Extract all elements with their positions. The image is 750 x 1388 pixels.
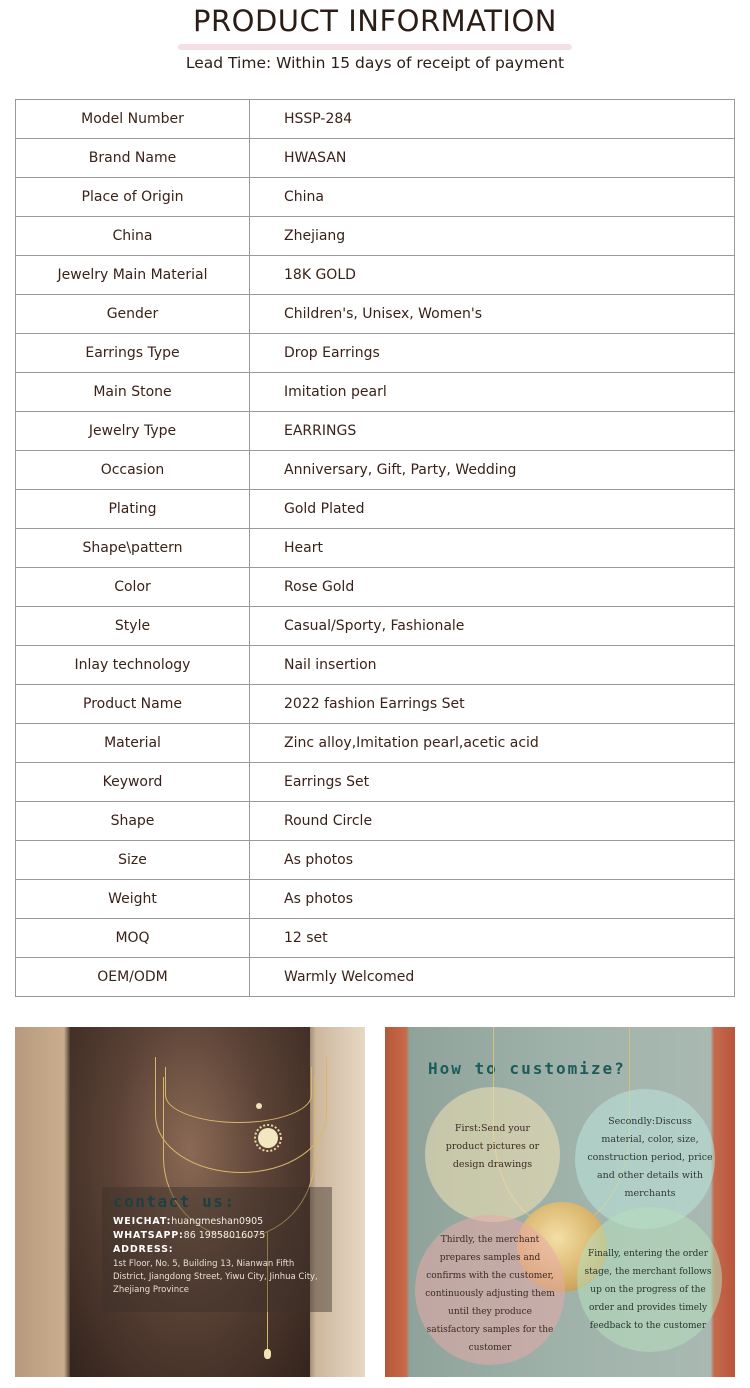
table-row (16, 880, 735, 919)
table-row (16, 529, 735, 568)
sunburst-pendant-icon (253, 1123, 283, 1153)
table-row (16, 490, 735, 529)
wechat-value: huangmeshan0905 (171, 1216, 264, 1227)
spec-label: Material (16, 724, 250, 763)
step3-text: Thirdly, the merchant prepares samples and confirms with the customer, continuously adjusting them until they produce satisfactory samples for the customer (425, 1235, 555, 1353)
spec-label: MOQ (16, 919, 250, 958)
table-row (16, 919, 735, 958)
spec-label: Shape\pattern (16, 529, 250, 568)
spec-label: Style (16, 607, 250, 646)
spec-value: Drop Earrings (250, 334, 735, 373)
table-row (16, 841, 735, 880)
spec-label: Jewelry Main Material (16, 256, 250, 295)
address-value: 1st Floor, No. 5, Building 13, Nianwan Fifth District, Jiangdong Street, Yiwu City, Jinhua City, Zhejiang Province (113, 1259, 318, 1295)
spec-label: Plating (16, 490, 250, 529)
spec-label: Inlay technology (16, 646, 250, 685)
spec-label: OEM/ODM (16, 958, 250, 997)
spec-label: Brand Name (16, 139, 250, 178)
customize-title: How to customize? (428, 1059, 626, 1078)
spec-label: Product Name (16, 685, 250, 724)
wechat-line (113, 1216, 263, 1228)
spec-table (15, 99, 735, 997)
spec-value: Imitation pearl (250, 373, 735, 412)
table-row (16, 646, 735, 685)
address-label: ADDRESS: (113, 1244, 174, 1255)
table-row (16, 100, 735, 139)
spec-value: Zinc alloy,Imitation pearl,acetic acid (250, 724, 735, 763)
pendant-stone (256, 1103, 262, 1109)
step1-text: First:Send your product pictures or design drawings (445, 1123, 540, 1170)
contact-title: contact us: (113, 1192, 236, 1211)
spec-label: Jewelry Type (16, 412, 250, 451)
spec-label: Keyword (16, 763, 250, 802)
lead-time-text: Lead Time: Within 15 days of receipt of payment (185, 54, 565, 72)
spec-label: Occasion (16, 451, 250, 490)
table-row (16, 178, 735, 217)
table-row (16, 763, 735, 802)
table-row (16, 412, 735, 451)
table-row (16, 685, 735, 724)
whatsapp-label: WHATSAPP: (113, 1230, 184, 1241)
spec-value: 18K GOLD (250, 256, 735, 295)
spec-value: Anniversary, Gift, Party, Wedding (250, 451, 735, 490)
page-title: PRODUCT INFORMATION (193, 4, 557, 38)
table-row (16, 802, 735, 841)
whatsapp-line (113, 1230, 265, 1242)
spec-value: Nail insertion (250, 646, 735, 685)
spec-label: Place of Origin (16, 178, 250, 217)
spec-value: Heart (250, 529, 735, 568)
title-underline (178, 44, 572, 50)
spec-label: Model Number (16, 100, 250, 139)
table-row (16, 334, 735, 373)
spec-value: Gold Plated (250, 490, 735, 529)
spec-value: As photos (250, 841, 735, 880)
spec-value: Zhejiang (250, 217, 735, 256)
step4-text: Finally, entering the order stage, the merchant follows up on the progress of the order and provides timely feedback to the customer (584, 1249, 712, 1331)
customize-photo (385, 1027, 735, 1377)
step2-text: Secondly:Discuss material, color, size, construction period, price and other details with merchants (587, 1116, 713, 1199)
spec-label: Weight (16, 880, 250, 919)
wechat-label: WEICHAT: (113, 1216, 172, 1227)
spec-value: Warmly Welcomed (250, 958, 735, 997)
spec-label: Color (16, 568, 250, 607)
spec-value: Children's, Unisex, Women's (250, 295, 735, 334)
spec-value: China (250, 178, 735, 217)
table-row (16, 568, 735, 607)
spec-value: 12 set (250, 919, 735, 958)
necklace-photo-contact (15, 1027, 365, 1377)
table-row (16, 217, 735, 256)
spec-label: Shape (16, 802, 250, 841)
whatsapp-value: 86 19858016075 (183, 1230, 266, 1241)
table-row (16, 451, 735, 490)
spec-label: Size (16, 841, 250, 880)
spec-value: HWASAN (250, 139, 735, 178)
spec-value: HSSP-284 (250, 100, 735, 139)
spec-value: As photos (250, 880, 735, 919)
spec-label: Gender (16, 295, 250, 334)
table-row (16, 958, 735, 997)
table-row (16, 256, 735, 295)
spec-value: Earrings Set (250, 763, 735, 802)
spec-label: Earrings Type (16, 334, 250, 373)
table-row (16, 295, 735, 334)
lariat-drop-stone (264, 1349, 271, 1359)
spec-value: Rose Gold (250, 568, 735, 607)
address-line (113, 1244, 173, 1256)
spec-value: 2022 fashion Earrings Set (250, 685, 735, 724)
table-row (16, 139, 735, 178)
spec-label: China (16, 217, 250, 256)
table-row (16, 373, 735, 412)
table-row (16, 607, 735, 646)
spec-value: Casual/Sporty, Fashionale (250, 607, 735, 646)
table-row (16, 724, 735, 763)
spec-value: EARRINGS (250, 412, 735, 451)
spec-label: Main Stone (16, 373, 250, 412)
spec-value: Round Circle (250, 802, 735, 841)
